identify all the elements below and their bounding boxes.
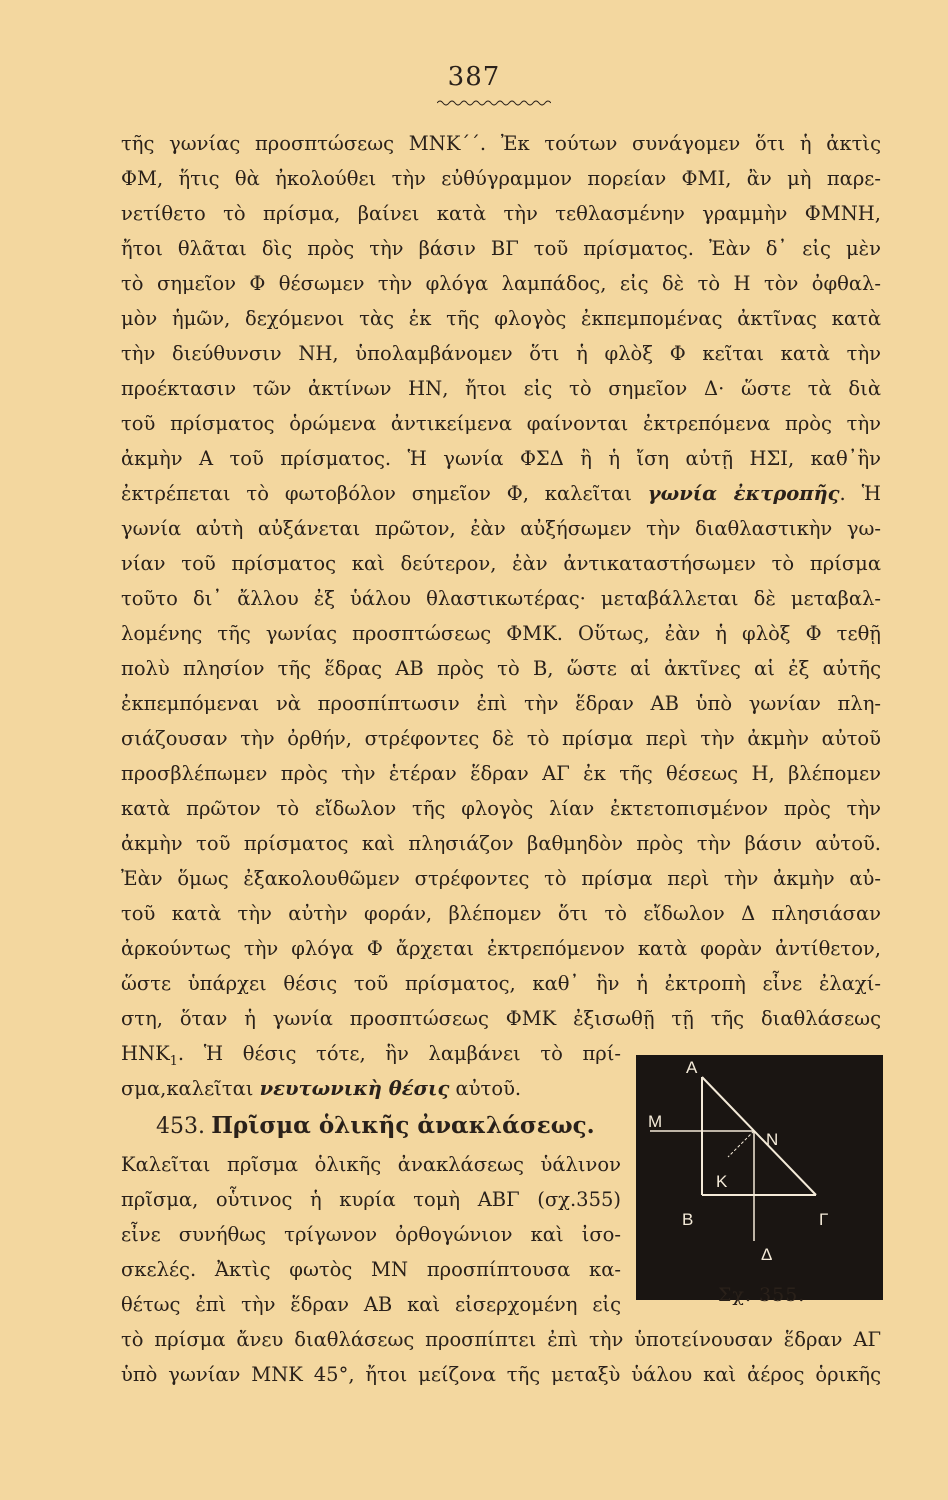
ornament-rule <box>437 98 551 108</box>
text-line-with-subscript <box>121 1041 621 1074</box>
term-angle-of-deviation: γωνία ἐκτροπῆς <box>647 482 840 505</box>
text-line: τοῦ πρίσματος ὁρώμενα ἀντικείμενα φαίνονται ἐκτρεπόμενα πρὸς τὴν <box>121 412 881 435</box>
section-title: Πρῖσμα ὁλικῆς ἀνακλάσεως. <box>211 1112 595 1139</box>
label-m: Μ <box>648 1112 663 1131</box>
page-number: 387 <box>447 62 501 92</box>
text-line: πολὺ πλησίον τῆς ἕδρας ΑΒ πρὸς τὸ Β, ὥστε αἱ ἀκτῖνες αἱ ἐξ αὐτῆς <box>121 657 881 680</box>
text-line: ἐκπεμπόμεναι νὰ προσπίπτωσιν ἐπὶ τὴν ἕδραν ΑΒ ὑπὸ γωνίαν πλη- <box>121 692 881 715</box>
figure-355-total-reflection-prism <box>636 1055 883 1300</box>
text-line: ἀρκούντως τὴν φλόγα Φ ἄρχεται ἐκτρεπόμενον κατὰ φορὰν ἀντίθετον, <box>121 937 881 960</box>
text-segment: αὐτοῦ. <box>449 1077 522 1100</box>
text-line: τὸ πρίσμα ἄνευ διαθλάσεως προσπίπτει ἐπὶ τὴν ὑποτείνουσαν ἕδραν ΑΓ <box>121 1328 881 1351</box>
text-line: τὸ σημεῖον Φ θέσωμεν τὴν φλόγα λαμπάδος, εἰς δὲ τὸ Η τὸν ὀφθαλ- <box>121 272 881 295</box>
text-segment: . Ἡ <box>839 482 881 505</box>
prism-diagram <box>636 1055 883 1300</box>
text-line: Καλεῖται πρῖσμα ὁλικῆς ἀνακλάσεως ὑάλινον <box>121 1153 621 1176</box>
label-b: Β <box>682 1210 694 1229</box>
text-line: Ἐὰν ὅμως ἐξακολουθῶμεν στρέφοντες τὸ πρίσμα περὶ τὴν ἀκμὴν αὐ- <box>121 867 881 890</box>
text-line: νετίθετο τὸ πρίσμα, βαίνει κατὰ τὴν τεθλασμένην γραμμὴν ΦΜΝΗ, <box>121 202 881 225</box>
text-line: θέτως ἐπὶ τὴν ἕδραν ΑΒ καὶ εἰσερχομένη εἰς <box>121 1293 621 1316</box>
text-line: γωνία αὐτὴ αὐξάνεται πρῶτον, ἐὰν αὐξήσωμεν τὴν διαθλαστικὴν γω- <box>121 517 881 540</box>
normal-nk <box>728 1131 754 1157</box>
text-line: νίαν τοῦ πρίσματος καὶ δεύτερον, ἐὰν ἀντικαταστήσωμεν τὸ πρίσμα <box>121 552 881 575</box>
text-line: ἀκμὴν Α τοῦ πρίσματος. Ἡ γωνία ΦΣΔ ἢ ἡ ἴση αὐτῇ ΗΣΙ, καθ᾽ἣν <box>121 447 881 470</box>
text-line: προέκτασιν τῶν ἀκτίνων ΗΝ, ἤτοι εἰς τὸ σημεῖον Δ· ὥστε τὰ διὰ <box>121 377 881 400</box>
term-newtonian-position: νευτωνικὴ θέσις <box>259 1077 450 1100</box>
label-k: Κ <box>716 1172 728 1191</box>
label-g: Γ <box>819 1210 829 1229</box>
text-segment: σμα,καλεῖται <box>121 1077 260 1100</box>
text-line: σκελές. Ἀκτὶς φωτὸς ΜΝ προσπίπτουσα κα- <box>121 1258 621 1281</box>
text-line-with-term <box>121 481 881 506</box>
text-line: σιάζουσαν τὴν ὀρθήν, στρέφοντες δὲ τὸ πρίσμα περὶ τὴν ἀκμὴν αὐτοῦ <box>121 727 881 750</box>
text-line: τῆς γωνίας προσπτώσεως ΜΝΚ΄΄. Ἐκ τούτων συνάγομεν ὅτι ἡ ἀκτὶς <box>121 132 881 155</box>
section-heading <box>156 1113 626 1139</box>
text-line: ὑπὸ γωνίαν ΜΝΚ 45°, ἤτοι μείζονα τῆς μεταξὺ ὑάλου καὶ ἀέρος ὁρικῆς <box>121 1363 881 1386</box>
label-d: Δ <box>761 1245 773 1264</box>
text-line: ὥστε ὑπάρχει θέσις τοῦ πρίσματος, καθ᾽ ἣν ἡ ἐκτροπὴ εἶνε ἐλαχί- <box>121 972 881 995</box>
figure-caption: Σχ. 355. <box>718 1284 806 1306</box>
text-line: πρῖσμα, οὗτινος ἡ κυρία τομὴ ΑΒΓ (σχ.355) <box>121 1188 621 1211</box>
text-line: εἶνε συνήθως τρίγωνον ὀρθογώνιον καὶ ἰσο- <box>121 1223 621 1246</box>
text-line: λομένης τῆς γωνίας προσπτώσεως ΦΜΚ. Οὕτως, ἐὰν ἡ φλὸξ Φ τεθῇ <box>121 622 881 645</box>
text-segment: ἐκτρέπεται τὸ φωτοβόλον σημεῖον Φ, καλεῖται <box>121 482 648 505</box>
text-line: στη, ὅταν ἡ γωνία προσπτώσεως ΦΜΚ ἐξισωθῇ τῇ τῆς διαθλάσεως <box>121 1007 881 1030</box>
label-a: Α <box>686 1058 698 1077</box>
text-line: τὴν διεύθυνσιν ΝΗ, ὑπολαμβάνομεν ὅτι ἡ φλὸξ Φ κεῖται κατὰ τὴν <box>121 342 881 365</box>
text-line: προσβλέπωμεν πρὸς τὴν ἑτέραν ἕδραν ΑΓ ἐκ τῆς θέσεως Η, βλέπομεν <box>121 762 881 785</box>
label-n: Ν <box>766 1130 779 1149</box>
text-line: ΦΜ, ἥτις θὰ ἠκολούθει τὴν εὐθύγραμμον πορείαν ΦΜΙ, ἂν μὴ παρε- <box>121 167 881 190</box>
text-line-with-term <box>121 1076 621 1101</box>
text-segment: . Ἡ θέσις τότε, ἣν λαμβάνει τὸ πρί- <box>177 1042 621 1065</box>
text-line: ἀκμὴν τοῦ πρίσματος καὶ πλησιάζον βαθμηδὸν πρὸς τὴν βάσιν αὐτοῦ. <box>121 832 881 855</box>
section-number: 453. <box>156 1114 205 1139</box>
text-segment: ΗΝΚ <box>121 1042 170 1065</box>
text-line: τοῦτο δι᾽ ἄλλου ἐξ ὑάλου θλαστικωτέρας· μεταβάλλεται δὲ μεταβαλ- <box>121 587 881 610</box>
text-line: τοῦ κατὰ τὴν αὐτὴν φοράν, βλέπομεν ὅτι τὸ εἴδωλον Δ πλησιάσαν <box>121 902 881 925</box>
subscript: 1 <box>169 1053 178 1069</box>
text-line: κατὰ πρῶτον τὸ εἴδωλον τῆς φλογὸς λίαν ἐκτετοπισμένον πρὸς τὴν <box>121 797 881 820</box>
text-line: ἤτοι θλᾶται δὶς πρὸς τὴν βάσιν ΒΓ τοῦ πρίσματος. Ἐὰν δ᾽ εἰς μὲν <box>121 237 881 260</box>
text-line: μὸν ἡμῶν, δεχόμενοι τὰς ἐκ τῆς φλογὸς ἐκπεμπομένας ἀκτῖνας κατὰ <box>121 307 881 330</box>
